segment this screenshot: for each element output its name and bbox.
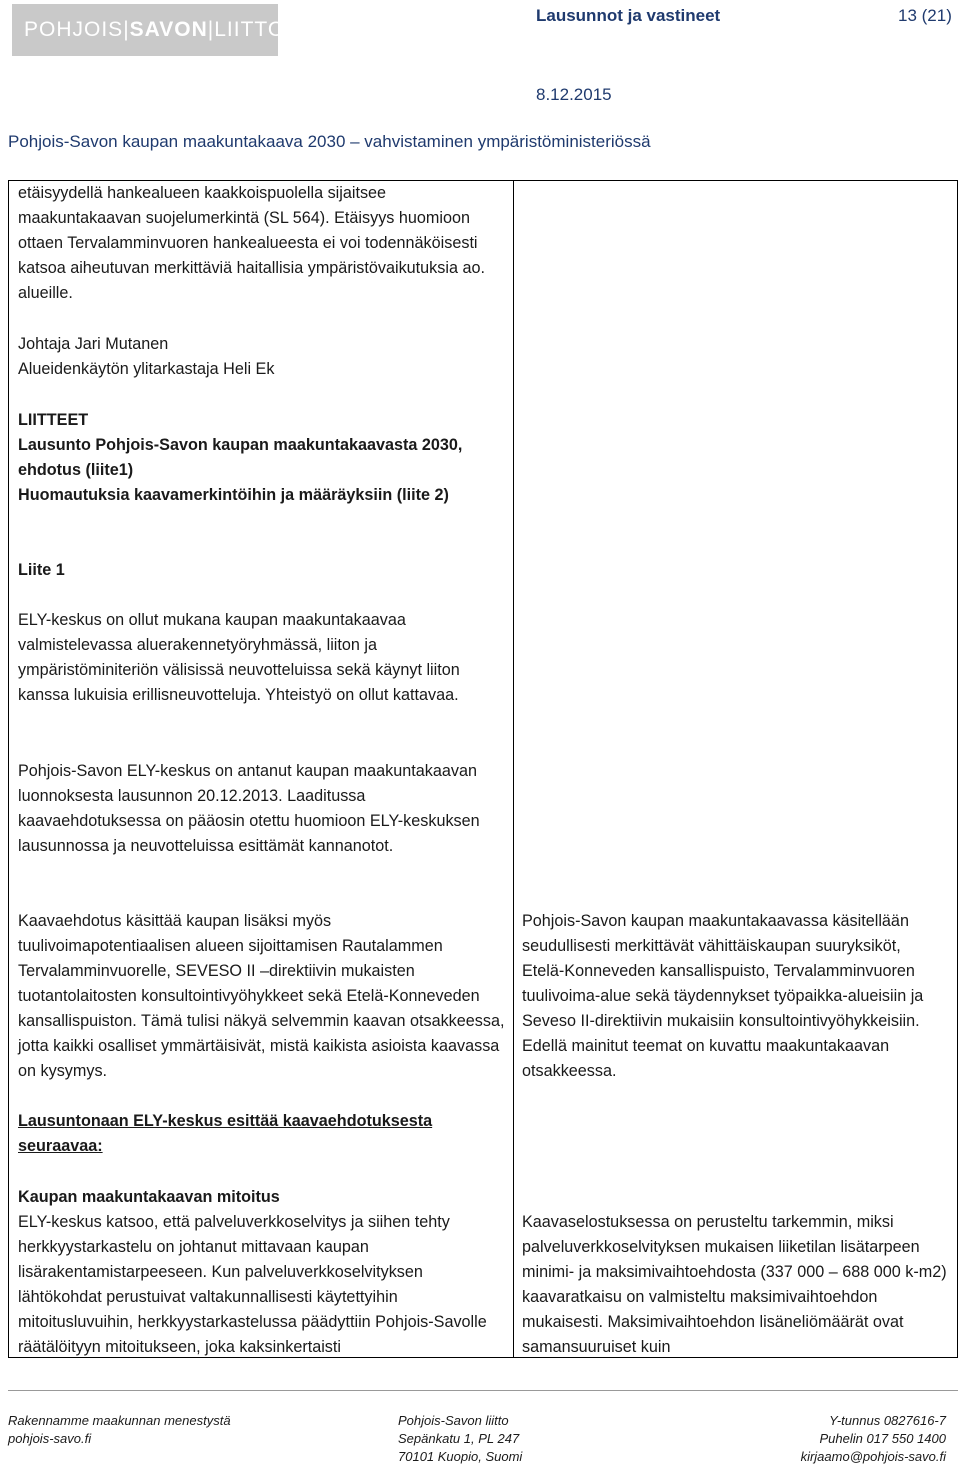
statement-conclusion: Lausuntonaan ELY-keskus esittää kaavaehdotuksesta seuraavaa: [18, 1112, 433, 1155]
statement-table [8, 180, 958, 1358]
appendix-heading: Liite 1 [18, 561, 65, 579]
signature-1: Johtaja Jari Mutanen [18, 335, 169, 353]
signature-2: Alueidenkäytön ylitarkastaja Heli Ek [18, 360, 275, 378]
attachment-2: Huomautuksia kaavamerkintöihin ja määräyksiin (liite 2) [18, 486, 449, 504]
logo-text: POHJOIS|SAVON|LIITTO [24, 18, 286, 41]
attachment-1: Lausunto Pohjois-Savon kaupan maakuntakaavasta 2030, ehdotus (liite1) [18, 436, 463, 479]
document-subtitle: Pohjois-Savon kaupan maakuntakaava 2030 – vahvistaminen ympäristöministeriössä [8, 132, 651, 151]
footer-divider [8, 1390, 958, 1391]
statement-paragraph-6: ELY-keskus katsoo, että palveluverkkoselvitys ja siihen tehty herkkyystarkastelu on johtanut mittavaan kaupan lisärakentamistarpeeseen. Kun palveluverkkoselvityksen lähtökohdat perustuivat valtakunnallisesti käytettyihin mitoitusluvuihin, herkkyystarkastelussa päädyttiin Pohjois-Savolle räätälöityyn mitoitukseen, joka kaksinkertaisti [18, 1213, 487, 1356]
footer-org-name: Pohjois-Savon liitto [398, 1413, 509, 1428]
column-divider [513, 181, 514, 1357]
footer-business-id: Y-tunnus 0827616-7 [829, 1413, 946, 1428]
page-number: 13 (21) [898, 6, 952, 25]
statement-paragraph-2: ELY-keskus on ollut mukana kaupan maakuntakaavaa valmistelevassa aluerakennetyöryhmässä, liiton ja ympäristöminiteriön välisissä neuvotteluissa sekä käynyt liiton kanssa lukuisia erillisneuvotteluja. Yhteistyö on ollut kattavaa. [18, 611, 460, 704]
organization-logo [12, 4, 286, 56]
statement-paragraph-4: Kaavaehdotus käsittää kaupan lisäksi myös tuulivoimapotentiaalisen alueen sijoittamisen Rautalammen Tervalamminvuorelle, SEVESO II –direktiivin mukaisten tuotantolaitosten konsultointivyöhykkeet sekä Etelä-Konneveden kansallispuiston. Tämä tulisi näkyä selvemmin kaavan otsakkeessa, jotta kaikki osalliset ymmärtäisivät, mistä kaikista asioista kaavassa on kysymys. [18, 912, 505, 1080]
section-heading-dimensioning: Kaupan maakuntakaavan mitoitus [18, 1188, 280, 1206]
statement-paragraph-3: Pohjois-Savon ELY-keskus on antanut kaupan maakuntakaavan luonnoksesta lausunnon 20.12.2013. Laaditussa kaavaehdotuksessa on pääosin otettu huomioon ELY-keskuksen lausunnossa ja neuvotteluissa esittämät kannanotot. [18, 762, 480, 855]
footer-slogan: Rakennamme maakunnan menestystä [8, 1413, 231, 1428]
document-title: Lausunnot ja vastineet [536, 6, 721, 25]
footer-street: Sepänkatu 1, PL 247 [398, 1431, 520, 1446]
attachments-heading: LIITTEET [18, 411, 89, 429]
document-date: 8.12.2015 [536, 85, 612, 104]
footer-city: 70101 Kuopio, Suomi [398, 1449, 523, 1464]
footer-website[interactable]: pohjois-savo.fi [8, 1431, 92, 1446]
footer-email[interactable]: kirjaamo@pohjois-savo.fi [800, 1449, 946, 1464]
response-paragraph-2: Kaavaselostuksessa on perusteltu tarkemmin, miksi palveluverkkoselvityksen mukaisen liiketilan lisätarpeen minimi- ja maksimivaihtoehdosta (337 000 – 688 000 k-m2) kaavaratkaisu on valmisteltu maksimivaihtoehdon mukaisesti. Maksimivaihtoehdon lisäneliömäärät ovat samansuuruiset kuin [522, 1213, 947, 1356]
footer-phone: Puhelin 017 550 1400 [819, 1431, 946, 1446]
response-paragraph-1: Pohjois-Savon kaupan maakuntakaavassa käsitellään seudullisesti merkittävät vähittäiskaupan suuryksiköt, Etelä-Konneveden kansallispuisto, Tervalamminvuoren tuulivoima-alue sekä täydennykset työpaikka-alueisiin ja Seveso II-direktiivin mukaisiin konsultointivyöhykkeisiin. Edellä mainitut teemat on kuvattu maakuntakaavan otsakkeessa. [522, 912, 924, 1080]
statement-paragraph-1: etäisyydellä hankealueen kaakkoispuolella sijaitsee maakuntakaavan suojelumerkintä (SL 564). Etäisyys huomioon ottaen Tervalamminvuoren hankealueesta ei voi todennäköisesti katsoa aiheutuvan merkittäviä haitallisia ympäristövaikutuksia ao. alueille. [18, 184, 485, 302]
